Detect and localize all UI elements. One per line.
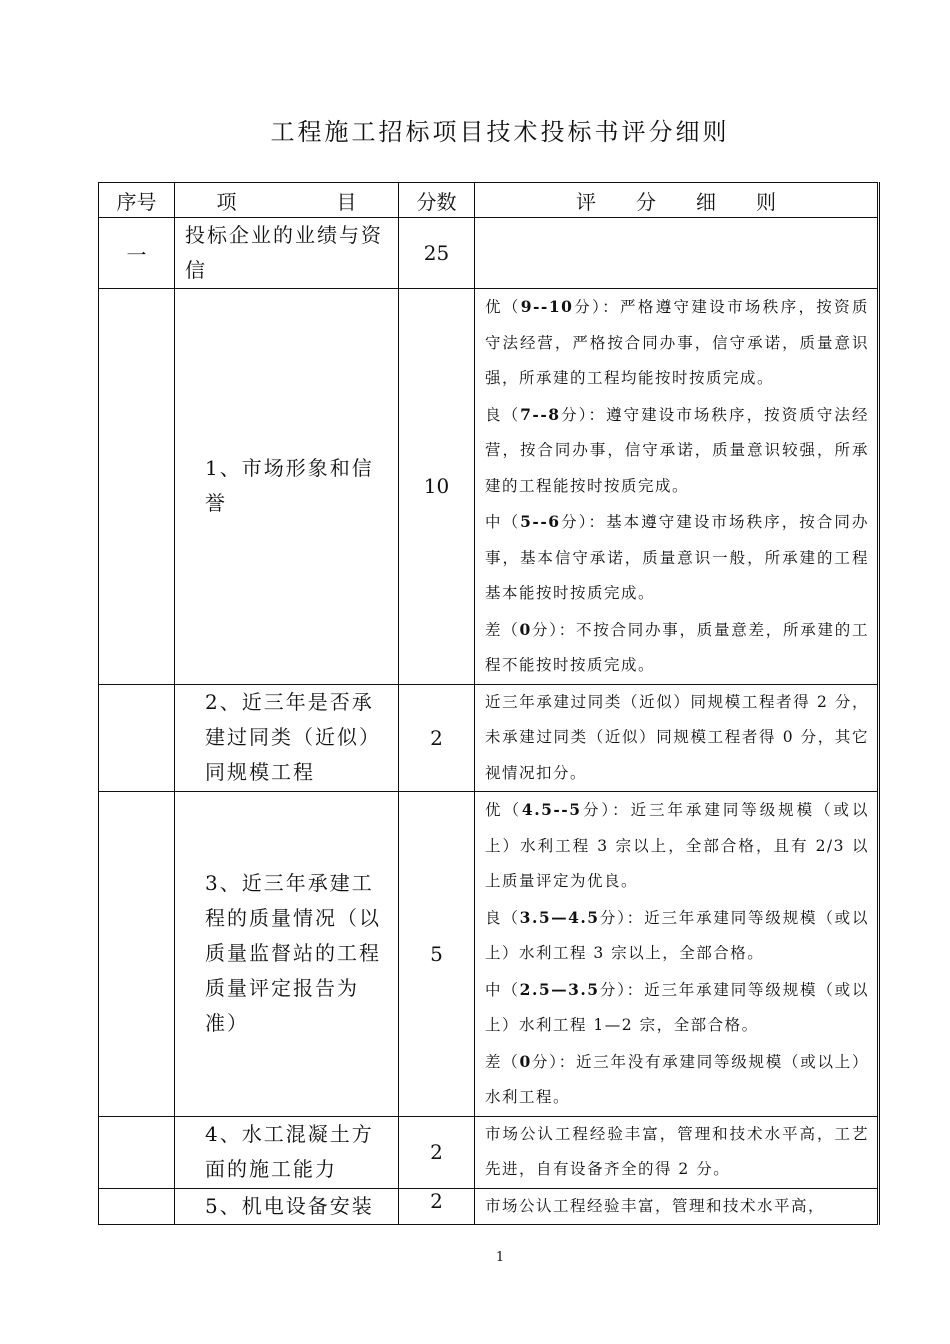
row-item: 4、水工混凝土方面的施工能力 (175, 1116, 399, 1188)
detail-score-range: 0 (519, 619, 532, 639)
detail-text: 分）：遵守建设市场秩序，按资质守法经营，按合同办事，信守承诺，质量意识较强，所承建的工程能按时按质完成。 (485, 405, 869, 495)
detail-paragraph (485, 972, 869, 1044)
row-seq: 一 (99, 218, 175, 289)
table-row (99, 1188, 879, 1225)
detail-score-range: 7--8 (520, 404, 561, 424)
detail-score-range: 9--10 (520, 297, 574, 316)
detail-paragraph (485, 397, 869, 505)
detail-text: 良（ (485, 908, 520, 927)
header-seq: 序号 (99, 183, 175, 218)
table-row (99, 218, 879, 289)
detail-score-range: 4.5--5 (521, 800, 582, 819)
row-seq (99, 1116, 175, 1188)
detail-text: 近三年承建过同类（近似）同规模工程者得 2 分，未承建过同类（近似）同规模工程者得 0 分，其它视情况扣分。 (485, 692, 869, 782)
header-item: 项 目 (175, 183, 399, 218)
row-seq (99, 1188, 175, 1225)
row-item: 3、近三年承建工程的质量情况（以质量监督站的工程质量评定报告为准） (175, 792, 399, 1117)
detail-text: 市场公认工程经验丰富，管理和技术水平高，工艺先进，自有设备齐全的得 2 分。 (485, 1124, 869, 1178)
page-title: 工程施工招标项目技术投标书评分细则 (270, 118, 730, 146)
page-number: 1 (495, 1250, 505, 1265)
row-item: 1、市场形象和信誉 (175, 289, 399, 685)
row-item: 2、近三年是否承建过同类（近似）同规模工程 (175, 684, 399, 792)
detail-score-range: 0 (519, 1051, 532, 1071)
row-detail (475, 684, 879, 792)
header-score: 分数 (399, 183, 475, 218)
row-seq (99, 289, 175, 685)
detail-paragraph (485, 504, 869, 612)
detail-text: 优（ (485, 801, 522, 819)
row-detail (475, 218, 879, 289)
detail-text: 分）：近三年承建同等级规模（或以上）水利工程 3 宗以上，全部合格。 (485, 908, 869, 962)
row-score: 5 (399, 792, 475, 1117)
detail-text: 分）：近三年没有承建同等级规模（或以上）水利工程。 (485, 1052, 869, 1106)
table-row (99, 792, 879, 1117)
row-detail (475, 792, 879, 1117)
detail-paragraph (485, 289, 869, 397)
row-seq (99, 792, 175, 1117)
row-score: 25 (399, 218, 475, 289)
row-detail (475, 1116, 879, 1188)
detail-paragraph (485, 792, 869, 900)
scoring-table (98, 182, 880, 1225)
header-detail: 评 分 细 则 (475, 183, 879, 218)
detail-text: 市场公认工程经验丰富，管理和技术水平高， (485, 1196, 826, 1215)
detail-text: 分）：基本遵守建设市场秩序，按合同办事，基本信守承诺，质量意识一般，所承建的工程基本能按时按质完成。 (485, 513, 869, 602)
detail-text: 分）：近三年承建同等级规模（或以上）水利工程 3 宗以上，全部合格，且有 2/3 以上质量评定为优良。 (485, 801, 869, 890)
row-score: 10 (399, 289, 475, 685)
row-seq (99, 684, 175, 792)
table-row (99, 684, 879, 792)
row-detail (475, 289, 879, 685)
detail-text: 差（ (485, 620, 520, 639)
detail-score-range: 2.5—3.5 (519, 979, 600, 999)
row-score: 2 (399, 1188, 475, 1225)
table-row (99, 1116, 879, 1188)
detail-text: 中（ (485, 980, 520, 999)
detail-paragraph (485, 612, 869, 684)
detail-paragraph (485, 1189, 869, 1225)
table-row (99, 289, 879, 685)
detail-text: 分）：不按合同办事，质量意差，所承建的工程不能按时按质完成。 (485, 620, 869, 674)
detail-text: 良（ (485, 405, 521, 424)
detail-paragraph (485, 900, 869, 972)
row-item: 5、机电设备安装 (175, 1188, 399, 1225)
detail-score-range: 3.5—4.5 (519, 907, 600, 927)
detail-text: 分）：近三年承建同等级规模（或以上）水利工程 1—2 宗，全部合格。 (485, 980, 869, 1034)
table-header-row (99, 183, 879, 218)
detail-text: 优（ (485, 298, 521, 316)
row-detail (475, 1188, 879, 1225)
detail-text: 中（ (485, 513, 521, 531)
row-score: 2 (399, 1116, 475, 1188)
detail-paragraph (485, 1117, 869, 1188)
detail-score-range: 5--6 (520, 512, 561, 531)
detail-paragraph (485, 1044, 869, 1116)
detail-paragraph (485, 685, 869, 792)
detail-text: 差（ (485, 1052, 520, 1071)
row-score: 2 (399, 684, 475, 792)
detail-text: 分）：严格遵守建设市场秩序，按资质守法经营，严格按合同办事，信守承诺，质量意识强，所承建的工程均能按时按质完成。 (485, 298, 869, 387)
row-item: 投标企业的业绩与资信 (175, 218, 399, 289)
